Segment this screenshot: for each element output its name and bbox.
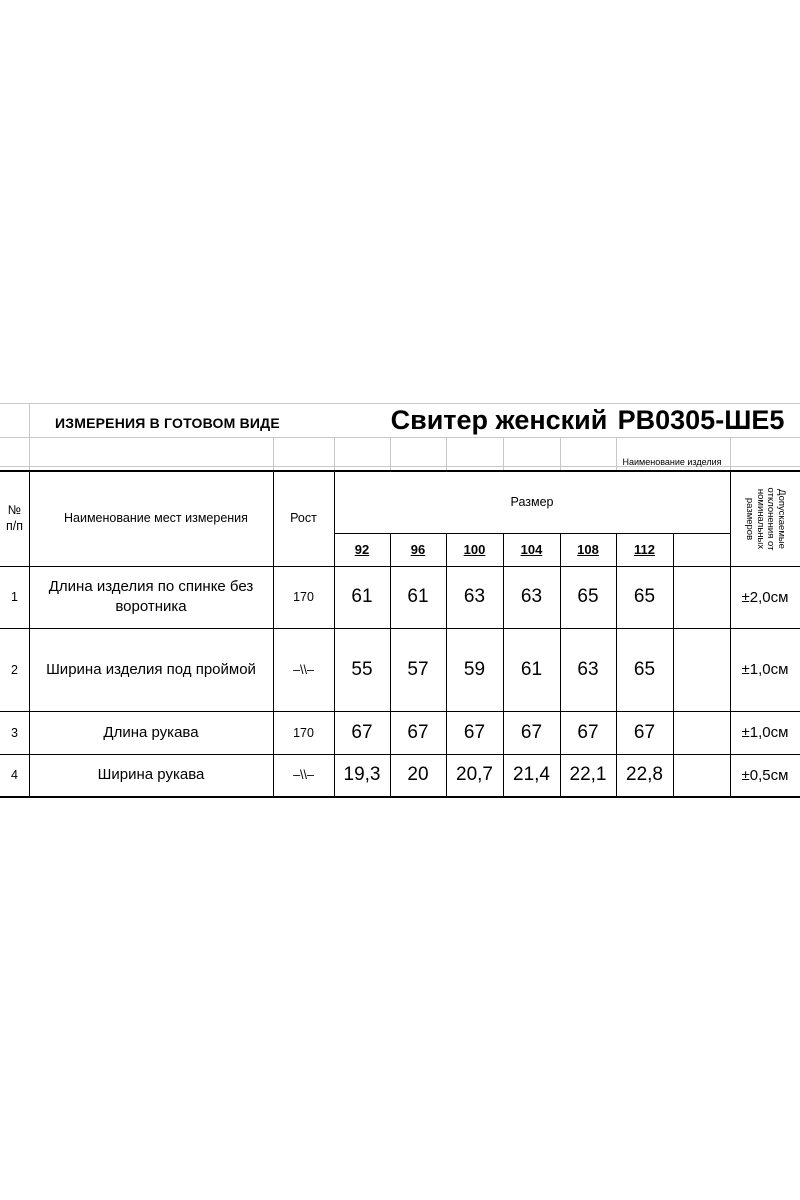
product-title: Свитер женский (390, 404, 608, 435)
row-number: 3 (11, 725, 18, 740)
column-header-tolerance (731, 472, 799, 566)
rost-value: 170 (293, 590, 314, 604)
row-number: 2 (11, 662, 18, 677)
rost-value: –\\– (293, 662, 314, 677)
row-number: 1 (11, 590, 18, 604)
size-header: 108 (577, 542, 599, 557)
size-value: 67 (463, 721, 486, 743)
size-value: 19,3 (343, 764, 381, 785)
column-header-rost: Рост (290, 511, 317, 525)
size-value: 67 (633, 721, 656, 743)
column-header-name: Наименование мест измерения (64, 511, 248, 525)
measurement-name: Ширина изделия под проймой (46, 660, 256, 678)
column-header-num: № п/п (5, 503, 23, 533)
size-value: 21,4 (513, 764, 550, 785)
grid-line (503, 437, 504, 470)
tolerance-value: ±2,0см (741, 588, 789, 606)
tolerance-value: ±1,0см (741, 724, 789, 741)
size-header: 112 (634, 542, 655, 557)
size-value: 22,8 (626, 764, 663, 785)
measurement-name: Ширина рукава (97, 766, 205, 783)
size-header: 104 (520, 542, 543, 557)
size-value: 20 (407, 764, 429, 785)
row-number: 4 (11, 768, 18, 782)
rost-value: 170 (293, 725, 314, 740)
size-value: 61 (351, 586, 373, 607)
size-value: 63 (520, 586, 543, 607)
grid-line (673, 533, 674, 796)
size-value: 65 (633, 658, 656, 680)
size-value: 55 (351, 658, 373, 680)
size-value: 61 (407, 586, 429, 607)
size-value: 67 (351, 721, 373, 743)
grid-line (334, 437, 335, 470)
size-value: 22,1 (569, 764, 607, 785)
size-value: 65 (577, 586, 599, 607)
size-header: 92 (354, 542, 370, 557)
tolerance-value: ±1,0см (741, 661, 789, 678)
size-value: 67 (577, 721, 599, 743)
table-bottom-border (0, 796, 800, 798)
table-title: ИЗМЕРЕНИЯ В ГОТОВОМ ВИДЕ (55, 415, 280, 431)
tolerance-value: ±0,5см (741, 766, 789, 784)
size-value: 67 (407, 721, 429, 743)
grid-line (273, 437, 274, 470)
grid-line (446, 437, 447, 470)
size-value: 65 (633, 586, 656, 607)
size-header: 100 (463, 542, 486, 557)
size-value: 57 (407, 658, 429, 680)
measurement-name: Длина рукава (103, 723, 199, 741)
size-header: 96 (410, 542, 426, 557)
size-value: 59 (463, 658, 486, 680)
rost-value: –\\– (293, 768, 314, 782)
measurement-name: Длина изделия по спинке без воротника (48, 578, 254, 615)
product-caption: Наименование изделия (622, 457, 722, 467)
grid-line (560, 437, 561, 470)
grid-line (390, 437, 391, 470)
tolerance-header-text: Допускаемые отклонения от номинальных размеров (744, 487, 787, 551)
size-value: 63 (577, 658, 599, 680)
column-header-size: Размер (510, 494, 554, 509)
size-value: 20,7 (456, 764, 493, 785)
size-value: 61 (520, 658, 543, 680)
size-value: 63 (463, 586, 486, 607)
size-value: 67 (520, 721, 543, 743)
grid-line (29, 403, 30, 470)
product-code: РВ0305-ШЕ5 (617, 404, 785, 435)
